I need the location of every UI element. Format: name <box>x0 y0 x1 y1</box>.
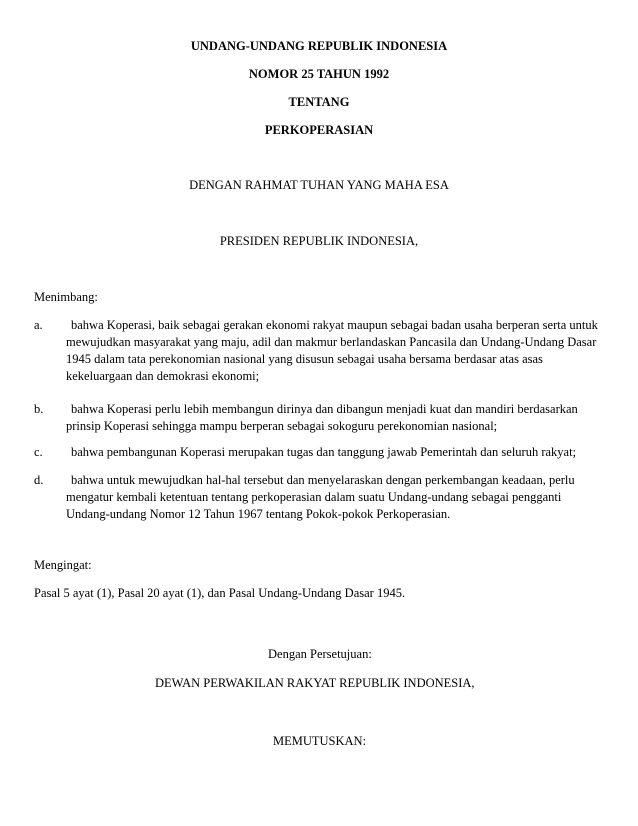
item-line: bahwa untuk mewujudkan hal-hal tersebut dan menyelaraskan dengan perkembangan keadaan, perlu <box>71 473 575 487</box>
president-heading: PRESIDEN REPUBLIK INDONESIA, <box>219 234 419 248</box>
mengingat-text: Pasal 5 ayat (1), Pasal 20 ayat (1), dan Pasal Undang-Undang Dasar 1945. <box>34 586 406 600</box>
item-body <box>66 444 614 461</box>
item-body <box>66 472 614 523</box>
document-tentang: TENTANG <box>288 95 350 109</box>
invocation: DENGAN RAHMAT TUHAN YANG MAHA ESA <box>189 178 449 192</box>
item-line: bahwa pembangunan Koperasi merupakan tugas dan tanggung jawab Pemerintah dan seluruh rakyat; <box>71 445 577 459</box>
item-line: Undang-undang Nomor 12 Tahun 1967 tentang Pokok-pokok Perkoperasian. <box>66 507 451 521</box>
document-title: UNDANG-UNDANG REPUBLIK INDONESIA <box>190 39 448 53</box>
item-marker: a. <box>34 318 43 332</box>
document-subject: PERKOPERASIAN <box>264 123 374 137</box>
persetujuan-label: Dengan Persetujuan: <box>268 647 372 661</box>
item-line: 1945 dalam tata perekonomian nasional yang disusun sebagai usaha bersama berdasar atas asas <box>66 352 543 366</box>
item-body <box>66 401 614 435</box>
item-line: mengatur kembali ketentuan tentang perkoperasian dalam suatu Undang-undang sebagai pengganti <box>66 490 562 504</box>
item-line: kekeluargaan dan demokrasi ekonomi; <box>66 369 260 383</box>
item-marker: d. <box>34 473 44 487</box>
item-line: bahwa Koperasi perlu lebih membangun dirinya dan dibangun menjadi kuat dan mandiri berdasarkan <box>71 402 578 416</box>
menimbang-heading: Menimbang: <box>34 290 98 304</box>
item-line: mewujudkan masyarakat yang maju, adil dan makmur berlandaskan Pancasila dan Undang-Undang Dasar <box>66 335 597 349</box>
item-marker: c. <box>34 445 43 459</box>
item-line: prinsip Koperasi sehingga mampu berperan sebagai sokoguru perekonomian nasional; <box>66 419 498 433</box>
item-body <box>66 317 614 385</box>
memutuskan-heading: MEMUTUSKAN: <box>273 734 367 748</box>
mengingat-heading: Mengingat: <box>34 558 92 572</box>
persetujuan-body: DEWAN PERWAKILAN RAKYAT REPUBLIK INDONESIA, <box>155 676 475 690</box>
item-marker: b. <box>34 402 44 416</box>
document-number: NOMOR 25 TAHUN 1992 <box>248 67 390 81</box>
item-line: bahwa Koperasi, baik sebagai gerakan ekonomi rakyat maupun sebagai badan usaha berperan serta untuk <box>71 318 598 332</box>
